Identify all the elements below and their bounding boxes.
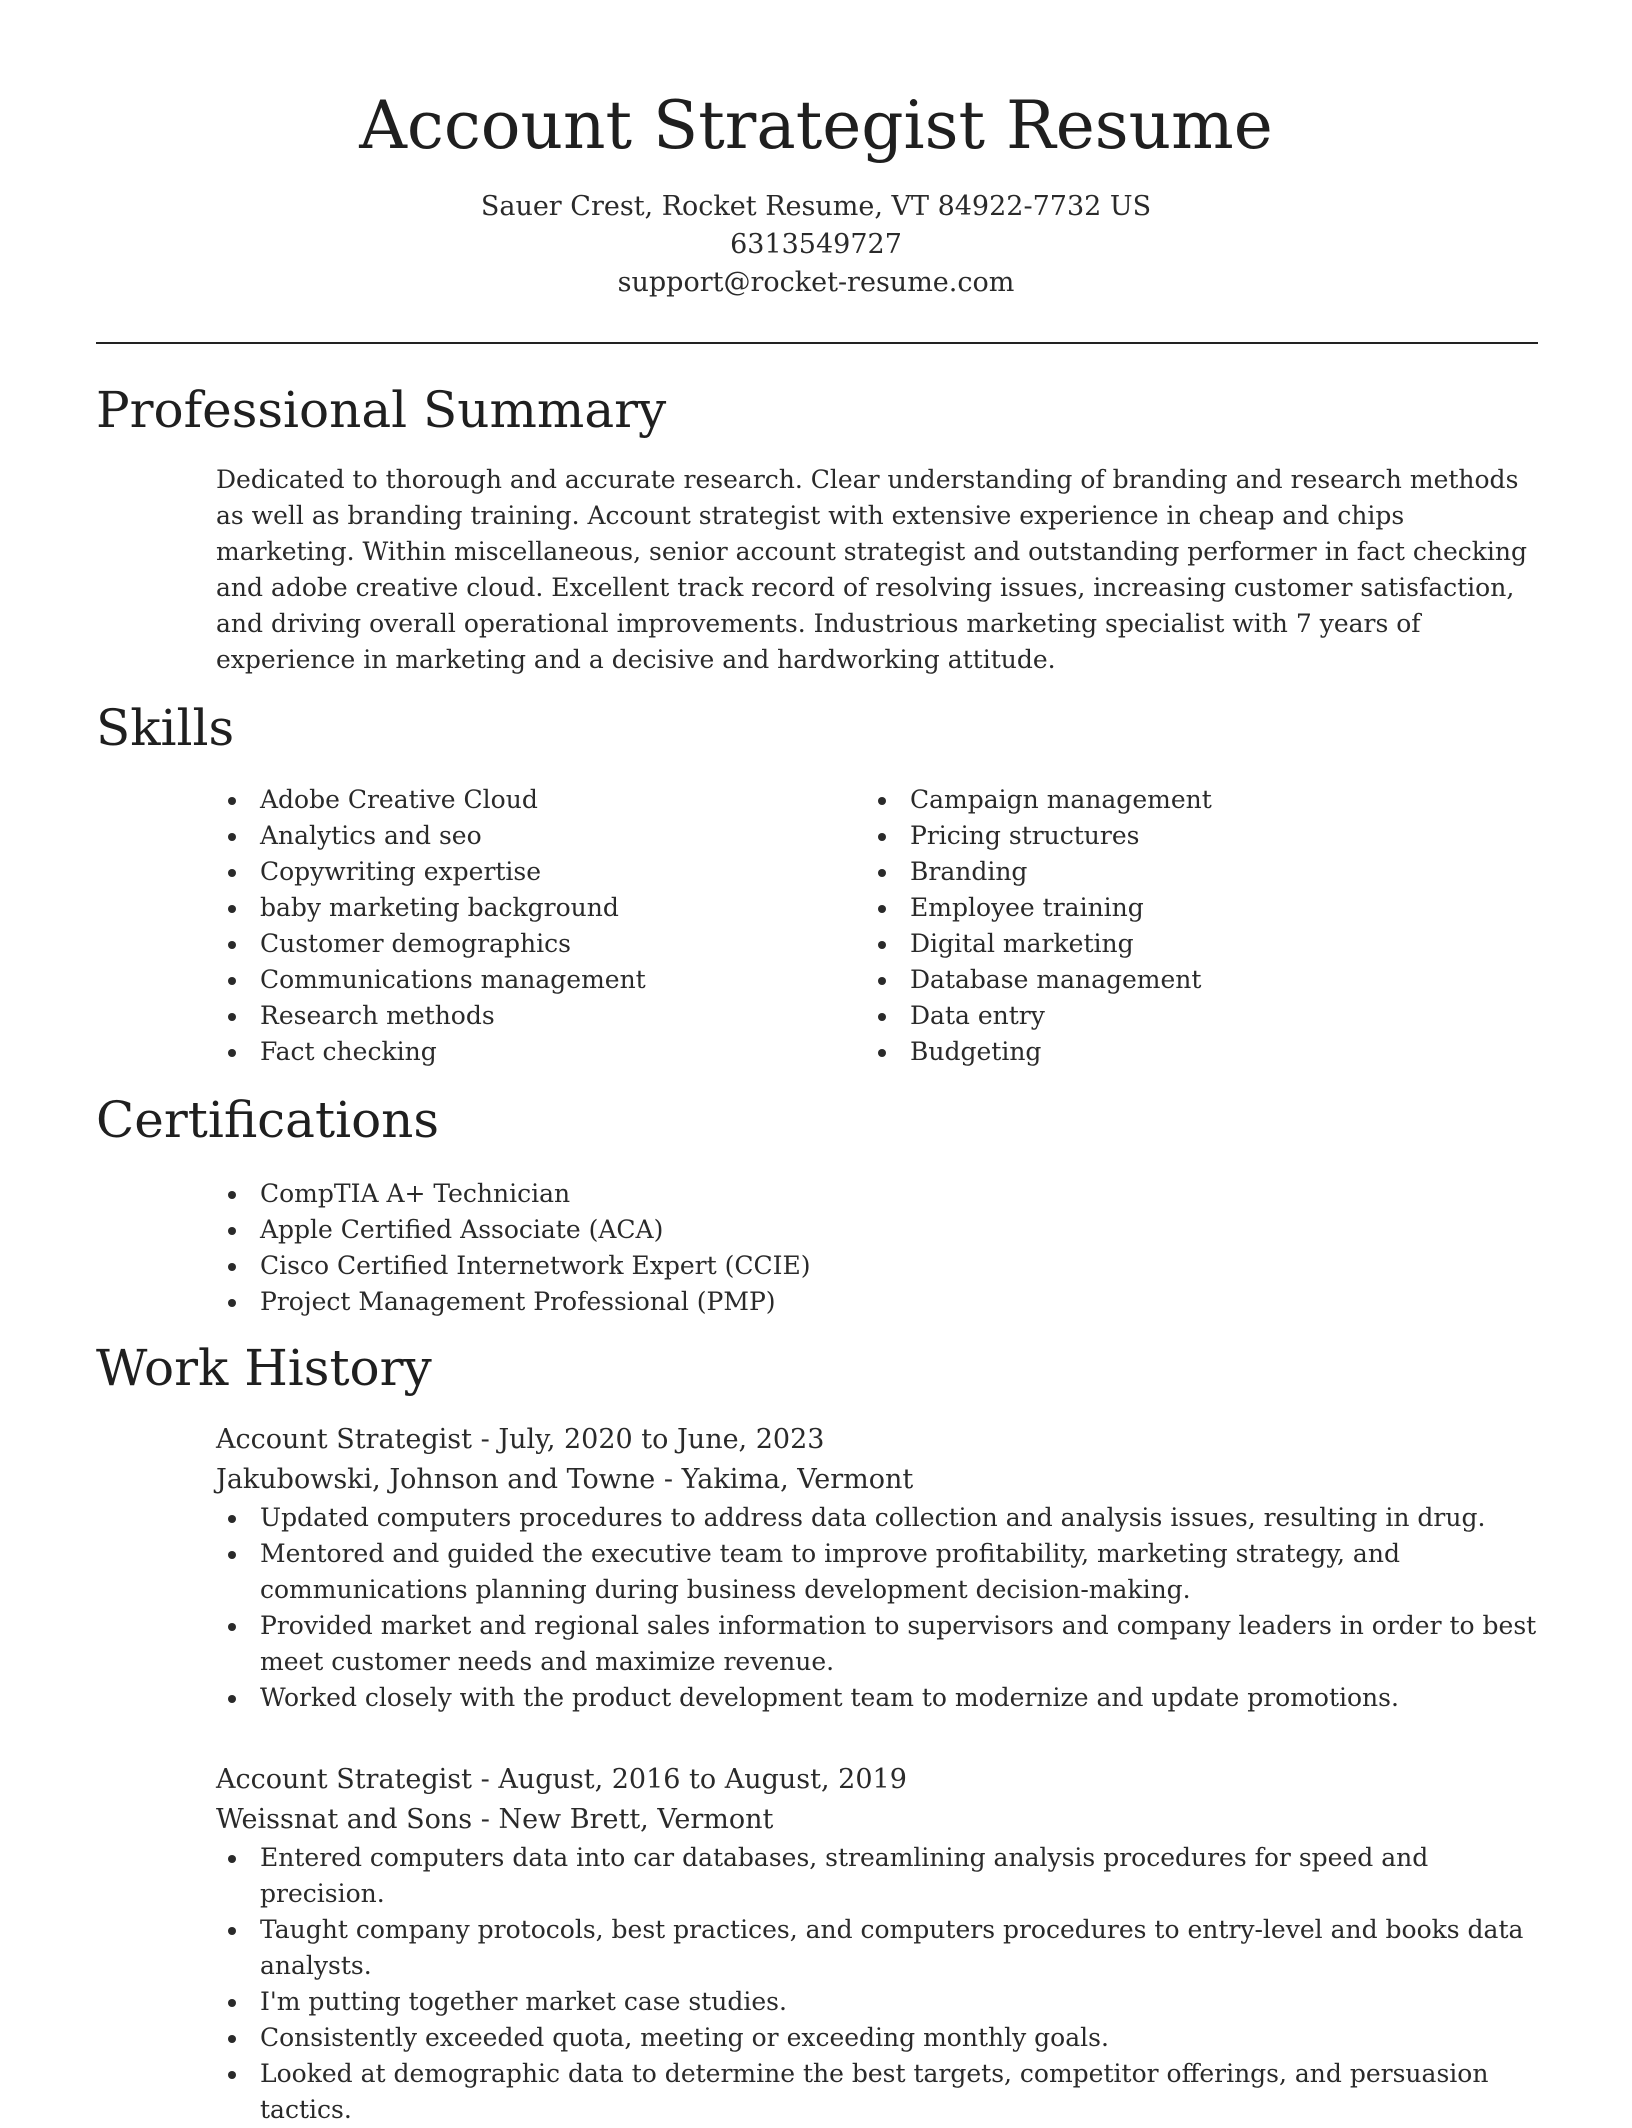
contact-email: support@rocket-resume.com	[617, 267, 1015, 298]
job-bullet: Entered computers data into car databases, streamlining analysis procedures for speed and precision.	[216, 1840, 1538, 1912]
job-bullet: Worked closely with the product development team to modernize and update promotions.	[216, 1680, 1538, 1716]
job-company-line: Jakubowski, Johnson and Towne - Yakima, Vermont	[216, 1464, 914, 1495]
job-dates: August, 2016 to August, 2019	[498, 1764, 907, 1795]
skill-item: Database management	[866, 962, 1486, 998]
work-history-heading: Work History	[96, 1339, 432, 1397]
skill-item: Budgeting	[866, 1034, 1486, 1070]
job-bullet: Mentored and guided the executive team to improve profitability, marketing strategy, and communications planning during business development decision-making.	[216, 1536, 1538, 1608]
skills-heading: Skills	[96, 699, 235, 757]
job-company-line: Weissnat and Sons - New Brett, Vermont	[216, 1804, 774, 1835]
job-bullet: Looked at demographic data to determine the best targets, competitor offerings, and persuasion tactics.	[216, 2056, 1538, 2128]
job-bullet: Taught company protocols, best practices, and computers procedures to entry-level and books data analysts.	[216, 1912, 1538, 1984]
resume-title: Account Strategist Resume	[359, 87, 1273, 164]
job-bullet: Provided market and regional sales information to supervisors and company leaders in order to best meet customer needs and maximize revenue.	[216, 1608, 1538, 1680]
job-bullet: Updated computers procedures to address data collection and analysis issues, resulting in drug.	[216, 1500, 1538, 1536]
skill-item: baby marketing background	[216, 890, 836, 926]
certifications-heading: Certifications	[96, 1091, 440, 1149]
job-bullet-list	[216, 1500, 1538, 1716]
certification-item: Project Management Professional (PMP)	[216, 1284, 1516, 1320]
skill-item: Analytics and seo	[216, 818, 836, 854]
certification-item: CompTIA A+ Technician	[216, 1176, 1516, 1212]
skill-item: Data entry	[866, 998, 1486, 1034]
skill-item: Customer demographics	[216, 926, 836, 962]
job-title: Account Strategist	[216, 1424, 473, 1455]
certification-item: Apple Certified Associate (ACA)	[216, 1212, 1516, 1248]
contact-address: Sauer Crest, Rocket Resume, VT 84922-7732 US	[480, 191, 1152, 222]
job-entry	[216, 1420, 1538, 1716]
job-company: Jakubowski, Johnson and Towne	[216, 1464, 656, 1495]
job-company: Weissnat and Sons	[216, 1804, 473, 1835]
job-dates: July, 2020 to June, 2023	[498, 1424, 825, 1455]
skill-item: Digital marketing	[866, 926, 1486, 962]
certifications-list	[216, 1176, 1516, 1320]
contact-phone: 6313549727	[730, 229, 902, 260]
skill-item: Campaign management	[866, 782, 1486, 818]
skill-item: Adobe Creative Cloud	[216, 782, 836, 818]
job-title-line: Account Strategist - August, 2016 to August, 2019	[216, 1764, 907, 1795]
job-bullet: I'm putting together market case studies.	[216, 1984, 1538, 2020]
job-location: Yakima, Vermont	[681, 1464, 914, 1495]
summary-heading: Professional Summary	[96, 381, 667, 439]
job-entry	[216, 1760, 1538, 2128]
job-title: Account Strategist	[216, 1764, 473, 1795]
resume-header	[0, 0, 1632, 302]
contact-block	[0, 188, 1632, 302]
skill-item: Employee training	[866, 890, 1486, 926]
skill-item: Branding	[866, 854, 1486, 890]
certification-item: Cisco Certified Internetwork Expert (CCIE)	[216, 1248, 1516, 1284]
skills-list-left	[216, 782, 836, 1070]
job-bullet-list	[216, 1840, 1538, 2128]
skill-item: Pricing structures	[866, 818, 1486, 854]
skill-item: Copywriting expertise	[216, 854, 836, 890]
summary-text: Dedicated to thorough and accurate research. Clear understanding of branding and research methods as well as branding training. Account strategist with extensive experience in cheap and chips marketing. Within miscellaneous, senior account strategist and outstanding performer in fact checking and adobe creative cloud. Excellent track record of resolving issues, increasing customer satisfaction, and driving overall operational improvements. Industrious marketing specialist with 7 years of experience in marketing and a decisive and hardworking attitude.	[216, 465, 1528, 674]
job-location: New Brett, Vermont	[498, 1804, 774, 1835]
skills-list-right	[866, 782, 1486, 1070]
header-divider	[96, 342, 1538, 344]
skill-item: Research methods	[216, 998, 836, 1034]
skill-item: Communications management	[216, 962, 836, 998]
skill-item: Fact checking	[216, 1034, 836, 1070]
job-title-line: Account Strategist - July, 2020 to June, 2023	[216, 1424, 825, 1455]
job-bullet: Consistently exceeded quota, meeting or exceeding monthly goals.	[216, 2020, 1538, 2056]
